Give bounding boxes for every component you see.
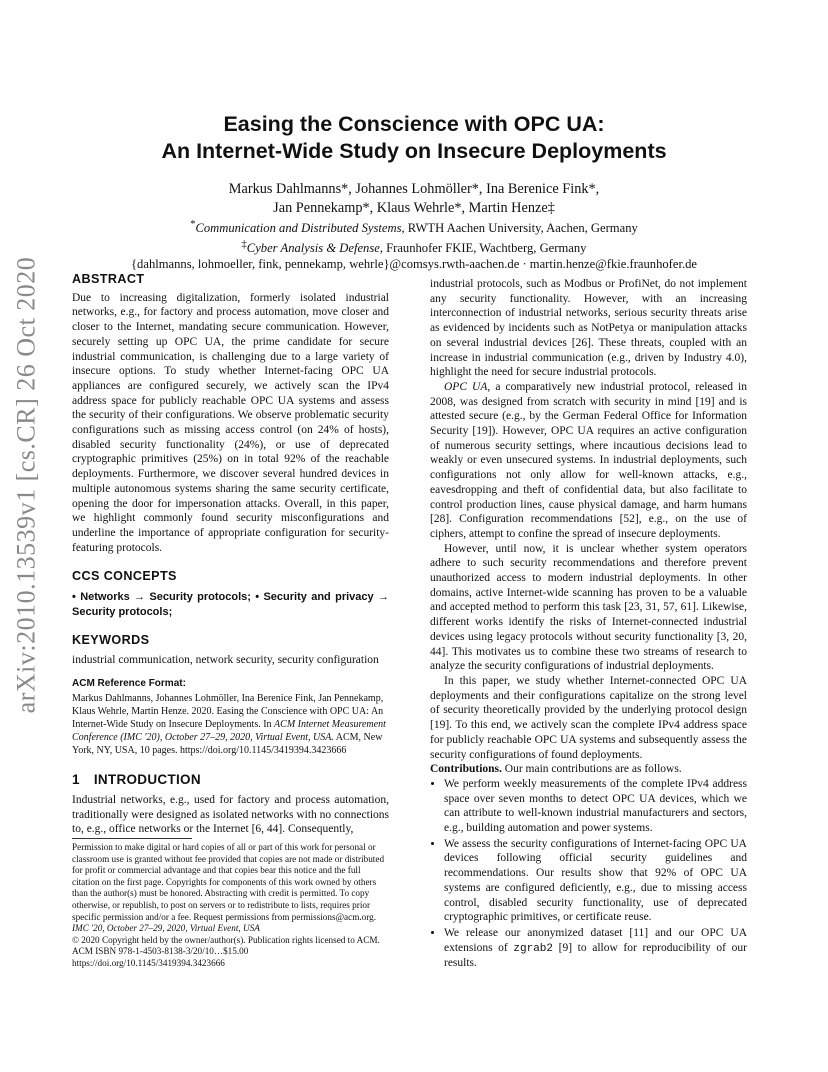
intro-paragraph-1: Industrial networks, e.g., used for factory and process automation, traditionally were designed as isolated networks with no connections to, e.g., office networks or the Internet [6, 44]. Consequently, xyxy=(72,793,389,836)
affil-1-rest: , RWTH Aachen University, Aachen, Germany xyxy=(401,221,638,236)
intro-number: 1 xyxy=(72,772,80,788)
ccs-heading: CCS CONCEPTS xyxy=(72,569,177,584)
permission-isbn: ACM ISBN 978-1-4503-8138-3/20/10…$15.00 xyxy=(72,946,249,957)
opcua-em: OPC UA xyxy=(444,380,488,393)
bullet3-a: We release our anonymized dataset [11] and our OPC UA extensions of xyxy=(444,926,747,954)
arxiv-id: arXiv:2010.13539v1 [cs.CR] 26 Oct 2020 xyxy=(11,256,40,714)
abstract-text: Due to increasing digitalization, formerly isolated industrial networks, e.g., for factory and process automation, move closer and closer to the Internet, mandating secure communication. However, securely setting up OPC UA, the prime candidate for secure industrial communication, is challenging due to a large variety of insecure options. To study whether Internet-facing OPC UA appliances are configured securely, we actively scan the IPv4 address space for publicly reachable OPC UA systems and assess the security of their configurations. We observe problematic security configurations such as missing access control (on 24% of hosts), disabled security functionality (24%), or use of deprecated cryptographic primitives (25%) on in total 92% of the reachable deployments. Furthermore, we discover several hundred devices in multiple autonomous systems sharing the same security certificate, opening the door for impersonation attacks. Overall, in this paper, we highlight commonly found security misconfigurations and underline the importance of appropriate configuration for security-featuring protocols. xyxy=(72,291,389,554)
contributions-heading: Contributions. xyxy=(430,763,502,776)
contributions-list xyxy=(430,777,747,971)
keywords-heading: KEYWORDS xyxy=(72,633,150,648)
affiliation-1 xyxy=(80,217,748,237)
bullet3-code: zgrab2 xyxy=(513,942,553,955)
authors-line-2: Jan Pennekamp*, Klaus Wehrle*, Martin Henze‡ xyxy=(273,200,555,216)
affil-1-name: Communication and Distributed Systems xyxy=(195,221,402,236)
right-p2-text: , a comparatively new industrial protocol, released in 2008, was designed from scratch with security in mind [19] and is attested secure (e.g., by the German Federal Office for Information Security [19]). However, OPC UA requires an active configuration of numerous security settings, where incautious decisions lead to weakly or even unsecured systems. In industrial deployments, such configurations not only allow for well-known attacks, e.g., eavesdropping and theft of confidential data, but also facilitate to control production lines, cause physical damage, and harm humans [28]. Configuration recommendations [52], e.g., on the use of ciphers, attempt to confine the spread of insecure deployments. xyxy=(430,380,747,540)
keywords-text: industrial communication, network security, security configuration xyxy=(72,653,379,666)
affil-2-mark: ‡ xyxy=(241,238,247,250)
contribution-item-2: • We assess the security configurations of Internet-facing OPC UA devices following official security guidelines and recommendations. Our results show that 92% of OPC UA systems are configured deficiently, e.g., due to missing access control, disabled security functionality, use of deprecated cryptographic primitives, or certificate reuse. xyxy=(444,837,747,925)
affiliation-2 xyxy=(80,237,748,257)
permission-text: Permission to make digital or hard copies of all or part of this work for personal or classroom use is granted without fee provided that copies are not made or distributed for profit or commercial advantage and that copies bear this notice and the full citation on the first page. Copyrights for components of this work owned by others than the author(s) must be honored. Abstracting with credit is permitted. To copy otherwise, or republish, to post on servers or to redistribute to lists, requires prior specific permission and/or a fee. Request permissions from permissions@acm.org. xyxy=(72,842,385,922)
intro-title: INTRODUCTION xyxy=(93,772,201,788)
acm-ref-body xyxy=(72,692,389,757)
right-paragraph-1: industrial protocols, such as Modbus or ProfiNet, do not implement any security functionality. However, with an increasing interconnection of industrial networks, serious security threats arise as evidenced by incidents such as NotPetya or manipulation attacks on several industrial devices [26]. These threats, coupled with an increase in industrial communication (e.g., driven by Industry 4.0), highlight the need for secure industrial protocols. xyxy=(430,278,747,379)
authors-line-1: Markus Dahlmanns*, Johannes Lohmöller*, Ina Berenice Fink*, xyxy=(228,181,600,197)
affiliations xyxy=(80,217,748,273)
left-column xyxy=(72,272,389,837)
acm-reference xyxy=(72,677,389,757)
arxiv-stamp xyxy=(6,256,46,714)
right-paragraph-2 xyxy=(430,380,747,542)
right-paragraph-3: However, until now, it is unclear whether system operators adhere to such security recommendations and therefore prevent unauthorized access to modern industrial deployments. In other domains, active Internet-wide scanning has proven to be a valuable and accepted method to perform this task [23, 31, 57, 61]. Likewise, different works identify the risks of Internet-connected industrial devices using legacy protocols without security functionality [3, 20, 44]. This motivates us to combine these two streams of research to analyze the security configurations of industrial deployments. xyxy=(430,542,747,673)
authors xyxy=(80,180,748,218)
keywords-section xyxy=(72,633,389,667)
title-line-2: An Internet-Wide Study on Insecure Deployments xyxy=(161,139,667,163)
affil-2-name: Cyber Analysis & Defense xyxy=(246,240,380,255)
emails: {dahlmanns, lohmoeller, fink, pennekamp, wehrle}@comsys.rwth-aachen.de · martin.henze@fkie.fraunhofer.de xyxy=(131,257,697,272)
footnote-rule xyxy=(72,838,192,839)
affil-1-mark: * xyxy=(190,219,196,230)
paper-title xyxy=(80,111,748,165)
acm-ref-venue: ACM Internet Measurement Conference (IMC '20), October 27–29, 2020, Virtual Event, USA. xyxy=(72,719,386,744)
acm-ref-part2: ACM, New York, NY, USA, 10 pages. https://doi.org/10.1145/3419394.3423666 xyxy=(72,732,383,757)
intro-heading xyxy=(72,773,389,788)
abstract-heading: ABSTRACT xyxy=(72,272,145,286)
affil-2-rest: , Fraunhofer FKIE, Wachtberg, Germany xyxy=(379,240,587,255)
abstract-section xyxy=(72,272,389,555)
contributions-intro: Our main contributions are as follows. xyxy=(501,763,682,776)
title-line-1: Easing the Conscience with OPC UA: xyxy=(223,112,605,136)
permission-block xyxy=(72,838,389,970)
contributions-line xyxy=(430,762,747,777)
ccs-text: • Networks → Security protocols; • Security and privacy → Security protocols; xyxy=(72,591,389,618)
acm-ref-part1: Markus Dahlmanns, Johannes Lohmöller, Ina Berenice Fink, Jan Pennekamp, Klaus Wehrle, Martin Henze. 2020. Easing the Conscience with OPC UA: An Internet-Wide Study on Insecure Deployments. In xyxy=(72,693,384,731)
bullet3-b: [9] to allow for reproducibility of our results. xyxy=(444,941,747,970)
permission-doi: https://doi.org/10.1145/3419394.3423666 xyxy=(72,957,225,968)
permission-venue-text: IMC '20, October 27–29, 2020, Virtual Event, USA xyxy=(72,923,260,934)
contribution-item-3 xyxy=(444,926,747,971)
acm-ref-heading: ACM Reference Format: xyxy=(72,678,186,690)
permission-venue xyxy=(72,923,389,935)
ccs-section xyxy=(72,569,389,619)
right-paragraph-4: In this paper, we study whether Internet-connected OPC UA deployments and their configurations capitalize on the strong level of security theoretically provided by the underlying protocol design [19]. To this end, we actively scan the complete IPv4 address space for publicly reachable OPC UA systems and subsequently assess the security configurations of found deployments. xyxy=(430,674,747,761)
right-column xyxy=(430,277,747,972)
introduction-section xyxy=(72,773,389,837)
permission-copyright: © 2020 Copyright held by the owner/author(s). Publication rights licensed to ACM. xyxy=(72,934,380,945)
contribution-item-1: • We perform weekly measurements of the complete IPv4 address space over seven months to detect OPC UA devices, which we can attribute to well-known industrial manufacturers and sectors, e.g., building automation and power systems. xyxy=(444,777,747,836)
